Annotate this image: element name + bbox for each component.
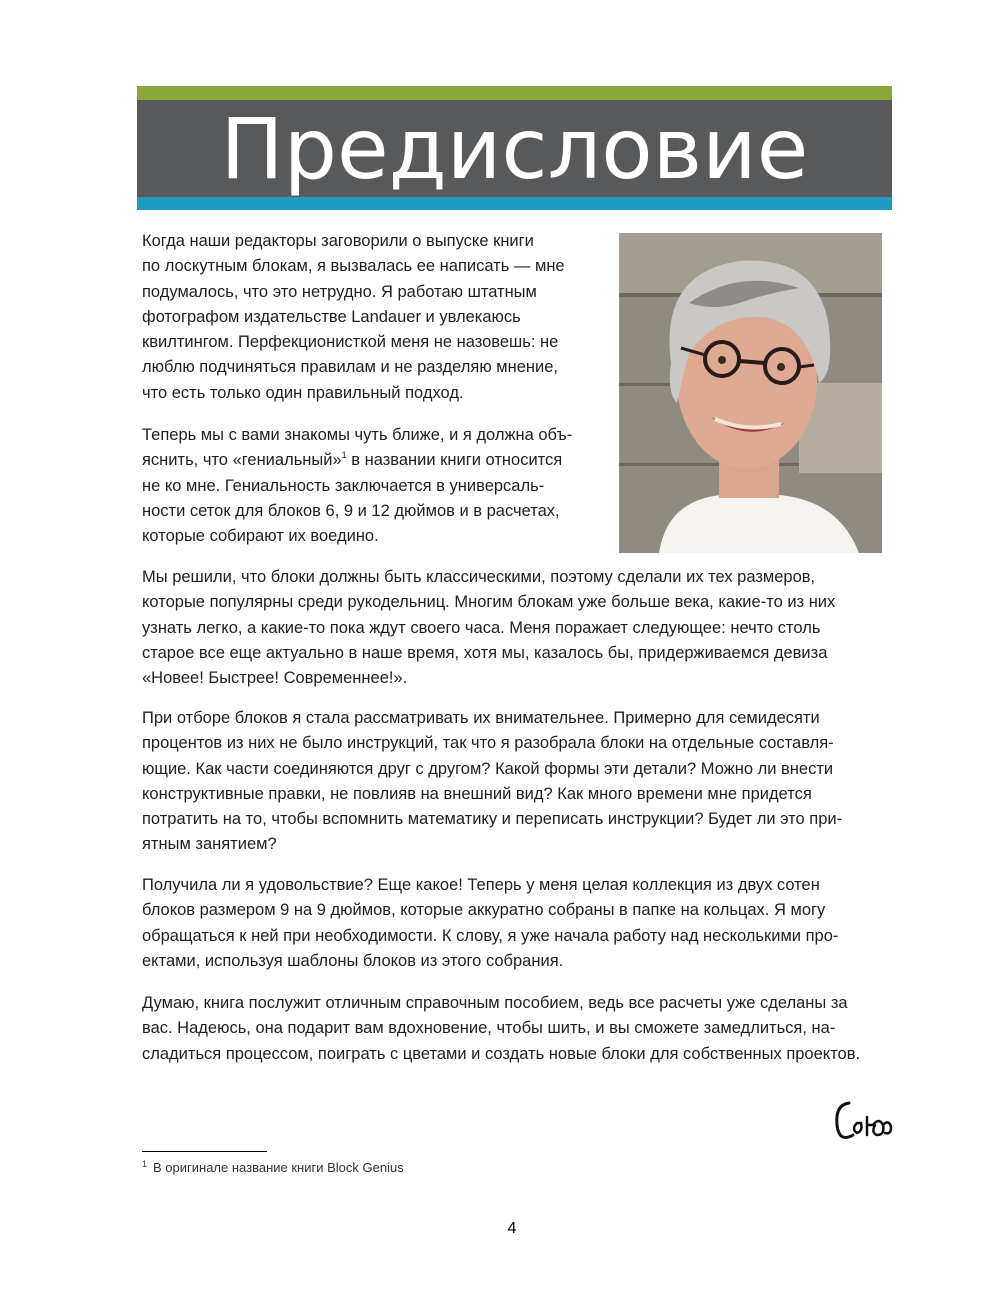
- paragraph-3: [142, 565, 835, 691]
- footnote-mark: 1: [142, 1159, 148, 1169]
- page-number: 4: [507, 1220, 517, 1237]
- text-line: ятным занятием?: [142, 835, 277, 854]
- text-line: обращаться к ней при необходимости. К слову, я уже начала работу над несколькими про-: [142, 926, 839, 945]
- text-line: вас. Надеюсь, она подарит вам вдохновение, чтобы шить, и вы сможете замедлиться, на-: [142, 1019, 836, 1038]
- text-line: конструктивные правки, не повлияв на внешний вид? Как много времени мне придется: [142, 784, 812, 803]
- paragraph-2: [142, 423, 572, 549]
- text-line: потратить на то, чтобы вспомнить математику и переписать инструкции? Будет ли это при-: [142, 810, 843, 829]
- text-line: по лоскутным блокам, я вызвалась ее написать — мне: [142, 257, 565, 276]
- text-line: Теперь мы с вами знакомы чуть ближе, и я должна объ-: [142, 426, 573, 444]
- text-line: «Новее! Быстрее! Современнее!».: [142, 669, 408, 688]
- banner-gray-band: [137, 100, 892, 197]
- text-line: квилтингом. Перфекционисткой меня не назовешь: не: [142, 333, 559, 352]
- text-line: ющие. Как части соединяются друг с другом? Какой формы эти детали? Можно ли внести: [142, 759, 834, 778]
- paragraph-4: [142, 706, 842, 858]
- text-line: сладиться процессом, поиграть с цветами и создать новые блоки для собственных проектов.: [142, 1044, 861, 1063]
- text-line: процентов из них не было инструкций, так что я разобрала блоки на отдельные составля-: [142, 734, 834, 753]
- author-signature: [833, 1095, 895, 1150]
- text-line: подумалось, что это нетрудно. Я работаю штатным: [142, 282, 537, 301]
- text-fragment: в названии книги относится: [346, 451, 563, 470]
- text-line: старое все еще актуально в наше время, хотя мы, казалось бы, придерживаемся девиза: [142, 643, 828, 662]
- text-line: люблю подчиняться правилам и не разделяю мнение,: [142, 358, 559, 377]
- text-line: не ко мне. Гениальность заключается в универсаль-: [142, 476, 545, 495]
- text-line: Думаю, книга послужит отличным справочным пособием, ведь все расчеты уже сделаны за: [142, 994, 848, 1012]
- footnote-divider: [142, 1151, 267, 1152]
- paragraph-6: [142, 991, 860, 1067]
- paragraph-5: [142, 873, 838, 974]
- text-line: которые собирают их воедино.: [142, 527, 379, 546]
- paragraph-1: [142, 229, 565, 406]
- title-banner: [137, 86, 892, 210]
- text-line: которые популярны среди рукодельниц. Многим блокам уже больше века, какие-то из них: [142, 593, 836, 612]
- text-line: [142, 448, 572, 473]
- footnote-text: В оригинале название книги Block Genius: [153, 1160, 404, 1175]
- text-fragment: яснить, что «гениальный»: [142, 451, 342, 470]
- author-photo: [619, 233, 882, 553]
- text-line: Мы решили, что блоки должны быть классическими, поэтому сделали их тех размеров,: [142, 568, 816, 586]
- text-line: блоков размером 9 на 9 дюймов, которые аккуратно собраны в папке на кольцах. Я могу: [142, 901, 826, 920]
- page-title: Предисловие: [220, 100, 809, 198]
- text-line: ности сеток для блоков 6, 9 и 12 дюймов и в расчетах,: [142, 501, 560, 520]
- text-line: Получила ли я удовольствие? Еще какое! Теперь у меня целая коллекция из двух сотен: [142, 876, 820, 894]
- text-line: ектами, используя шаблоны блоков из этого собрания.: [142, 951, 564, 970]
- footnote: [142, 1158, 404, 1179]
- text-line: фотографом издательстве Landauer и увлекаюсь: [142, 307, 521, 326]
- text-line: Когда наши редакторы заговорили о выпуске книги: [142, 232, 534, 250]
- text-line: что есть только один правильный подход.: [142, 383, 464, 402]
- footnote-ref: 1: [341, 449, 347, 460]
- text-line: узнать легко, а какие-то пока ждут своего часа. Меня поражает следующее: нечто столь: [142, 618, 821, 637]
- text-line: При отборе блоков я стала рассматривать их внимательнее. Примерно для семидесяти: [142, 709, 820, 727]
